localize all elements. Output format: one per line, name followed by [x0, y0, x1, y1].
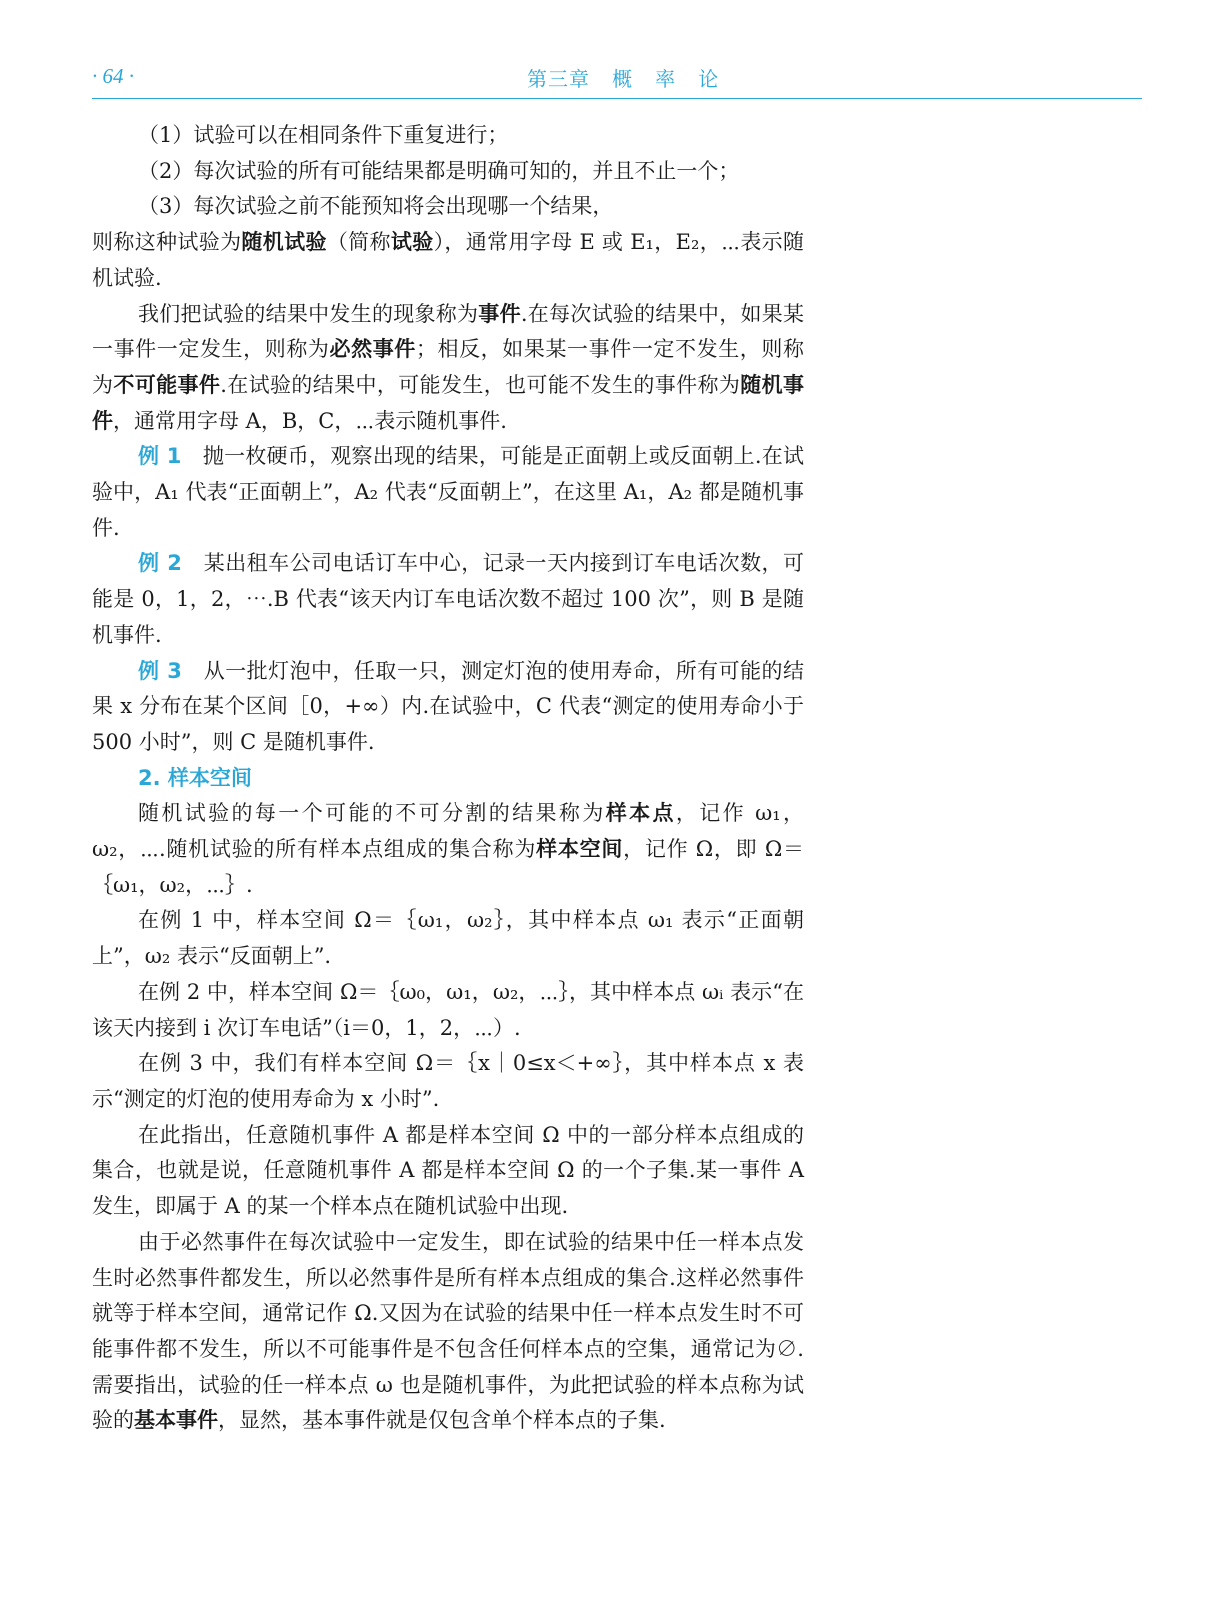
term-bold: 样本空间 [536, 837, 624, 862]
term-bold: 试验 [390, 230, 434, 255]
text-run: 某出租车公司电话订车中心，记录一天内接到订车电话次数，可能是 0，1，2，⋯.B 代表“该天内订车电话次数不超过 100 次”，则 B 是随机事件. [92, 551, 804, 647]
text-run: （2）每次试验的所有可能结果都是明确可知的，并且不止一个； [138, 158, 740, 183]
text-run: .在试验的结果中，可能发生，也可能不发生的事件称为 [220, 372, 741, 397]
paragraph [92, 975, 804, 1046]
text-run: （简称 [326, 230, 391, 255]
term-bold: 随机试验 [241, 230, 327, 255]
text-run: 在例 1 中，样本空间 Ω＝｛ω₁，ω₂｝，其中样本点 ω₁ 表示“正面朝上”，ω₂ 表示“反面朝上”. [92, 908, 804, 969]
paragraph [92, 1225, 804, 1439]
example-label: 例 3 [138, 658, 204, 683]
page-header [92, 58, 1142, 98]
paragraph [92, 1118, 804, 1225]
paragraph [92, 225, 804, 296]
example-label: 例 2 [138, 551, 204, 576]
term-bold: 样本点 [605, 801, 676, 826]
paragraph [92, 118, 804, 154]
header-rule [92, 98, 1142, 99]
text-run: 随机试验的每一个可能的不可分割的结果称为 [138, 801, 606, 826]
paragraph [92, 297, 804, 440]
term-bold: 基本事件 [134, 1408, 218, 1433]
text-run: ，显然，基本事件就是仅包含单个样本点的子集. [218, 1408, 666, 1433]
paragraph [92, 189, 804, 225]
paragraph [92, 546, 804, 653]
paragraph [92, 796, 804, 903]
text-run: 在例 3 中，我们有样本空间 Ω＝｛x｜0≤x＜+∞｝，其中样本点 x 表示“测定的灯泡的使用寿命为 x 小时”. [92, 1051, 804, 1111]
text-run: 2. 样本空间 [138, 765, 252, 790]
term-bold: 随机事件 [92, 372, 805, 433]
paragraph [92, 439, 804, 546]
text-run: ），通常用字母 E 或 E₁，E₂，⋯表示随机试验. [92, 230, 805, 290]
term-bold: 事件 [478, 301, 521, 326]
text-run: （3）每次试验之前不能预知将会出现哪一个结果， [138, 194, 614, 219]
example-label: 例 1 [138, 444, 203, 469]
paragraph [92, 654, 804, 761]
text-run: 则称这种试验为 [92, 230, 242, 255]
text-run: （1）试验可以在相同条件下重复进行； [138, 123, 509, 147]
text-run: ，通常用字母 A，B，C，⋯表示随机事件. [113, 408, 507, 433]
text-run: 从一批灯泡中，任取一只，测定灯泡的使用寿命，所有可能的结果 x 分布在某个区间［0，+∞）内.在试验中，C 代表“测定的使用寿命小于 500 小时”，则 C 是随机事件. [92, 658, 804, 754]
body-text [92, 118, 804, 1439]
text-run: 在此指出，任意随机事件 A 都是样本空间 Ω 中的一部分样本点组成的集合，也就是说，任意随机事件 A 都是样本空间 Ω 的一个子集.某一事件 A 发生，即属于 A 的某一个样本点在随机试验中出现. [92, 1122, 804, 1219]
section-heading [92, 761, 804, 797]
text-run: 我们把试验的结果中发生的现象称为 [138, 301, 479, 326]
chapter-title: 第三章 概 率 论 [527, 67, 720, 91]
text-run: 由于必然事件在每次试验中一定发生，即在试验的结果中任一样本点发生时必然事件都发生，所以必然事件是所有样本点组成的集合.这样必然事件就等于样本空间，通常记作 Ω.又因为在试验的结果中任一样本点发生时不可能事件都不发生，所以不可能事件是不包含任何样本点的空集，通常记为∅.需要指出，试验的任一样本点 ω 也是随机事件，为此把试验的样本点称为试验的 [92, 1229, 804, 1433]
text-run: ，记作 Ω，即 Ω＝｛ω₁，ω₂，⋯｝. [92, 837, 804, 897]
term-bold: 不可能事件 [113, 372, 221, 397]
text-run: ，记作 ω₁，ω₂，⋯.随机试验的所有样本点组成的集合称为 [92, 801, 805, 862]
page-number: · 64 · [92, 64, 134, 88]
text-run: .在每次试验的结果中，如果某一事件一定发生，则称为 [92, 301, 805, 362]
paragraph [92, 154, 804, 190]
text-run: 在例 2 中，样本空间 Ω＝｛ω₀，ω₁，ω₂，⋯｝，其中样本点 ωᵢ 表示“在该天内接到 i 次订车电话”（i＝0，1，2，⋯）. [92, 979, 804, 1040]
text-run: 抛一枚硬币，观察出现的结果，可能是正面朝上或反面朝上.在试验中，A₁ 代表“正面朝上”，A₂ 代表“反面朝上”，在这里 A₁，A₂ 都是随机事件. [92, 444, 804, 540]
text-run: ；相反，如果某一事件一定不发生，则称为 [92, 337, 804, 397]
paragraph [92, 903, 804, 974]
term-bold: 必然事件 [329, 337, 416, 362]
paragraph [92, 1046, 804, 1117]
